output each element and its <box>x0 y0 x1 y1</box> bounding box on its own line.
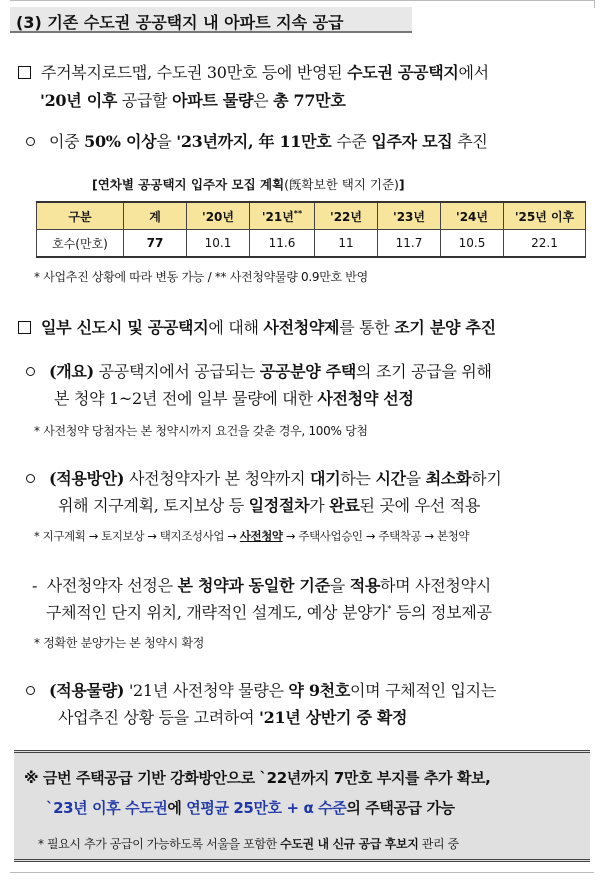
page-right-rule <box>594 0 595 8</box>
header-2022: '22년 <box>315 202 378 230</box>
callout-note: * 필요시 추가 공급이 가능하도록 서울을 포함한 수도권 내 신규 공급 후보지 관리 중 <box>38 837 459 851</box>
callout-box <box>14 750 590 862</box>
paragraph-1-sub: 이중 50% 이상을 '23년까지, 年 11만호 수준 입주자 모집 추진 <box>26 129 488 152</box>
volume-line-1: (적용물량) '21년 사전청약 물량은 약 9천호이며 구체적인 입지는 <box>26 678 496 701</box>
cell-2025-after: 22.1 <box>504 230 586 258</box>
cell-2023: 11.7 <box>378 230 441 258</box>
callout-line-1: ※ 금번 주택공급 기반 강화방안으로 `22년까지 7만호 부지를 추가 확보, <box>24 769 491 787</box>
supply-plan-table <box>36 201 586 258</box>
table-title: [연차별 공공택지 입주자 모집 계획(旣확보한 택지 기준)] <box>92 177 405 192</box>
circle-bullet-icon <box>26 137 35 146</box>
header-total: 계 <box>124 202 187 230</box>
volume-line-2: 사업추진 상황 등을 고려하여 '21년 상반기 중 확정 <box>58 708 408 727</box>
header-2021: '21년** <box>250 202 315 230</box>
page-bottom-rule <box>10 872 594 873</box>
cell-2020: 10.1 <box>187 230 250 258</box>
circle-bullet-icon <box>26 686 35 695</box>
page-top-rule <box>10 0 594 1</box>
header-2020: '20년 <box>187 202 250 230</box>
callout-line-2: `23년 이후 수도권에 연평균 25만호 + α 수준의 주택공급 가능 <box>46 799 455 817</box>
cell-2024: 10.5 <box>441 230 504 258</box>
square-bullet-icon <box>18 66 31 79</box>
method-line-2: 위해 지구계획, 토지보상 등 일정절차가 완료된 곳에 우선 적용 <box>58 496 480 515</box>
table-row <box>37 230 586 258</box>
paragraph-1-line-1: 주거복지로드맵, 수도권 30만호 등에 반영된 수도권 공공택지에서 <box>18 60 489 83</box>
overview-note: * 사전청약 당첨자는 본 청약시까지 요건을 갖춘 경우, 100% 당첨 <box>34 424 368 438</box>
cell-2021: 11.6 <box>250 230 315 258</box>
square-bullet-icon <box>18 321 31 334</box>
dash-item-line-2: 구체적인 단지 위치, 개략적인 설계도, 예상 분양가* 등의 정보제공 <box>46 603 492 622</box>
section-title-bar <box>10 7 412 33</box>
header-2024: '24년 <box>441 202 504 230</box>
table-note: * 사업추진 상황에 따라 변동 가능 / ** 사전청약물량 0.9만호 반영 <box>34 270 368 284</box>
cell-total: 77 <box>124 230 187 258</box>
dash-bullet: - <box>32 576 47 595</box>
table-header-row <box>37 202 586 230</box>
header-2025-after: '25년 이후 <box>504 202 586 230</box>
header-category: 구분 <box>37 202 124 230</box>
section-title: (3) 기존 수도권 공공택지 내 아파트 지속 공급 <box>16 13 344 32</box>
row-label: 호수(만호) <box>37 230 124 258</box>
cell-2022: 11 <box>315 230 378 258</box>
dash-item-line-1: - 사전청약자 선정은 본 청약과 동일한 기준을 적용하며 사전청약시 <box>32 576 491 595</box>
header-2023: '23년 <box>378 202 441 230</box>
method-line-1: (적용방안) 사전청약자가 본 청약까지 대기하는 시간을 최소화하기 <box>26 466 502 489</box>
circle-bullet-icon <box>26 367 35 376</box>
paragraph-1-line-2: '20년 이후 공급할 아파트 물량은 총 77만호 <box>40 91 346 110</box>
price-note: * 정확한 분양가는 본 청약시 확정 <box>34 636 205 650</box>
overview-line-2: 본 청약 1~2년 전에 일부 물량에 대한 사전청약 선정 <box>54 389 414 408</box>
overview-line-1: (개요) 공공택지에서 공급되는 공공분양 주택의 조기 공급을 위해 <box>26 359 492 382</box>
paragraph-2: 일부 신도시 및 공공택지에 대해 사전청약제를 통한 조기 분양 추진 <box>18 315 496 338</box>
process-flow: * 지구계획 → 토지보상 → 택지조성사업 → 사전청약 → 주택사업승인 → 주택착공 → 본청약 <box>34 529 470 543</box>
circle-bullet-icon <box>26 474 35 483</box>
